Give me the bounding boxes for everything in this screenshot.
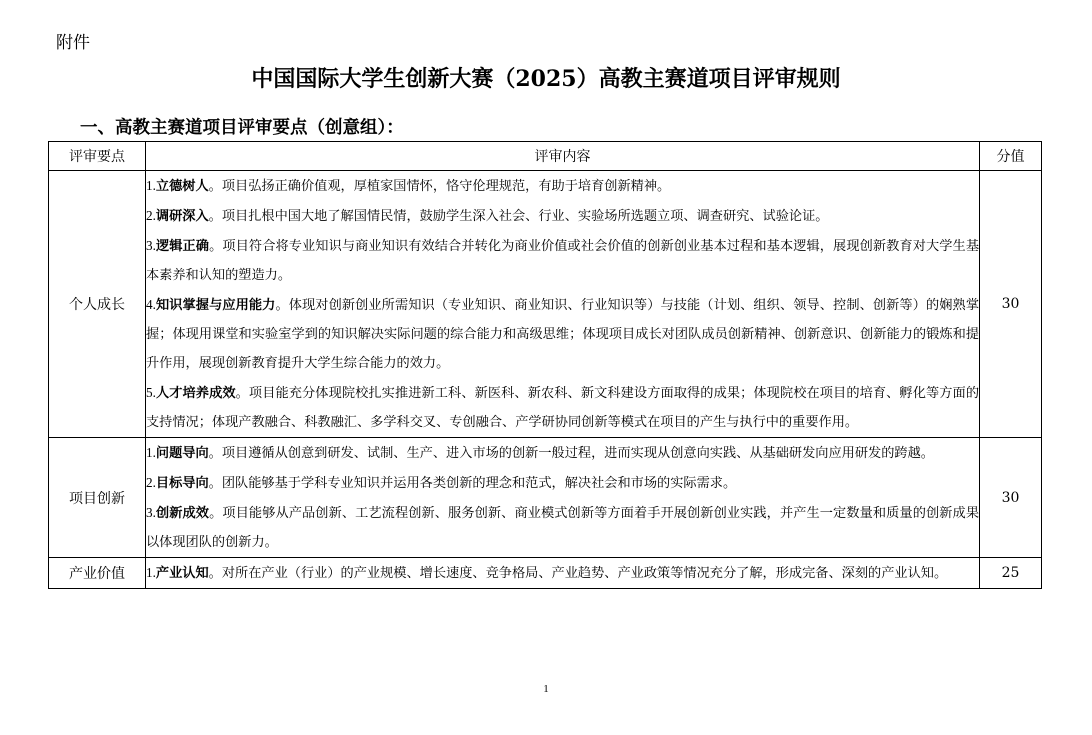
item-text: 。对所在产业（行业）的产业规模、增长速度、竞争格局、产业趋势、产业政策等情况充分了解，形成完备、深刻的产业认知。 (208, 566, 948, 581)
item-text: 。团队能够基于学科专业知识并运用各类创新的理念和范式，解决社会和市场的实际需求。 (208, 476, 737, 491)
criteria-content (146, 558, 980, 589)
evaluation-table (48, 141, 1042, 589)
table-row-personal-growth (49, 171, 1042, 438)
table-row-industry-value (49, 558, 1042, 589)
item-keyword: 目标导向 (155, 476, 209, 491)
content-item: 2.目标导向。团队能够基于学科专业知识并运用各类创新的理念和范式，解决社会和市场的实际需求。 (146, 475, 737, 491)
content-item: 1.立德树人。项目弘扬正确价值观，厚植家国情怀，恪守伦理规范，有助于培育创新精神。 (146, 178, 671, 194)
criteria-label: 项目创新 (49, 438, 146, 558)
item-keyword: 知识掌握与应用能力 (155, 298, 276, 313)
page-number: 1 (543, 683, 549, 695)
item-keyword: 人才培养成效 (155, 386, 236, 401)
criteria-score: 25 (980, 558, 1042, 589)
item-keyword: 调研深入 (155, 209, 209, 224)
content-item: 2.调研深入。项目扎根中国大地了解国情民情，鼓励学生深入社会、行业、实验场所选题立项、调查研究、试验论证。 (146, 208, 829, 224)
content-item: 1.问题导向。项目遵循从创意到研发、试制、生产、进入市场的创新一般过程，进而实现从创意向实践、从基础研发向应用研发的跨越。 (146, 445, 934, 461)
criteria-label: 产业价值 (49, 558, 146, 589)
item-text: 。项目扎根中国大地了解国情民情，鼓励学生深入社会、行业、实验场所选题立项、调查研究、试验论证。 (208, 209, 829, 224)
table-row-project-innovation (49, 438, 1042, 558)
content-item: 5.人才培养成效。项目能充分体现院校扎实推进新工科、新医科、新农科、新文科建设方面取得的成果；体现院校在项目的培育、孵化等方面的支持情况；体现产教融合、科教融汇、多学科交叉、专创融合、产学研协同创新等模式在项目的产生与执行中的重要作用。 (146, 385, 980, 430)
column-header-content: 评审内容 (146, 142, 980, 171)
item-text: 。项目能够从产品创新、工艺流程创新、服务创新、商业模式创新等方面着手开展创新创业实践，并产生一定数量和质量的创新成果以体现团队的创新力。 (146, 506, 980, 550)
content-item: 4.知识掌握与应用能力。体现对创新创业所需知识（专业知识、商业知识、行业知识等）与技能（计划、组织、领导、控制、创新等）的娴熟掌握；体现用课堂和实验室学到的知识解决实际问题的综合能力和高级思维；体现项目成长对团队成员创新精神、创新意识、创新能力的锻炼和提升作用，展现创新教育提升大学生综合能力的效力。 (146, 297, 980, 371)
item-keyword: 产业认知 (155, 566, 209, 581)
item-text: 。体现对创新创业所需知识（专业知识、商业知识、行业知识等）与技能（计划、组织、领导、控制、创新等）的娴熟掌握；体现用课堂和实验室学到的知识解决实际问题的综合能力和高级思维；体现项目成长对团队成员创新精神、创新意识、创新能力的锻炼和提升作用，展现创新教育提升大学生综合能力的效力。 (146, 298, 980, 371)
content-item: 3.逻辑正确。项目符合将专业知识与商业知识有效结合并转化为商业价值或社会价值的创新创业基本过程和基本逻辑，展现创新教育对大学生基本素养和认知的塑造力。 (146, 238, 980, 283)
item-text: 。项目遵循从创意到研发、试制、生产、进入市场的创新一般过程，进而实现从创意向实践、从基础研发向应用研发的跨越。 (208, 446, 934, 461)
column-header-criteria: 评审要点 (49, 142, 146, 171)
item-keyword: 立德树人 (155, 179, 209, 194)
attachment-label: 附件 (56, 33, 90, 53)
item-keyword: 创新成效 (155, 506, 210, 521)
criteria-content (146, 438, 980, 558)
item-keyword: 问题导向 (155, 446, 209, 461)
page-title: 中国国际大学生创新大赛（2025）高教主赛道项目评审规则 (251, 66, 841, 92)
criteria-label: 个人成长 (49, 171, 146, 438)
criteria-score: 30 (980, 171, 1042, 438)
item-keyword: 逻辑正确 (155, 239, 210, 254)
criteria-content (146, 171, 980, 438)
column-header-score: 分值 (980, 142, 1042, 171)
content-item: 3.创新成效。项目能够从产品创新、工艺流程创新、服务创新、商业模式创新等方面着手开展创新创业实践，并产生一定数量和质量的创新成果以体现团队的创新力。 (146, 505, 980, 550)
item-text: 。项目弘扬正确价值观，厚植家国情怀，恪守伦理规范，有助于培育创新精神。 (208, 179, 671, 194)
table-header-row (49, 142, 1042, 171)
content-item: 1.产业认知。对所在产业（行业）的产业规模、增长速度、竞争格局、产业趋势、产业政策等情况充分了解，形成完备、深刻的产业认知。 (146, 565, 948, 581)
section-heading: 一、高教主赛道项目评审要点（创意组）： (80, 118, 404, 138)
criteria-score: 30 (980, 438, 1042, 558)
item-text: 。项目符合将专业知识与商业知识有效结合并转化为商业价值或社会价值的创新创业基本过程和基本逻辑，展现创新教育对大学生基本素养和认知的塑造力。 (146, 239, 980, 283)
item-text: 。项目能充分体现院校扎实推进新工科、新医科、新农科、新文科建设方面取得的成果；体现院校在项目的培育、孵化等方面的支持情况；体现产教融合、科教融汇、多学科交叉、专创融合、产学研协同创新等模式在项目的产生与执行中的重要作用。 (146, 386, 980, 430)
